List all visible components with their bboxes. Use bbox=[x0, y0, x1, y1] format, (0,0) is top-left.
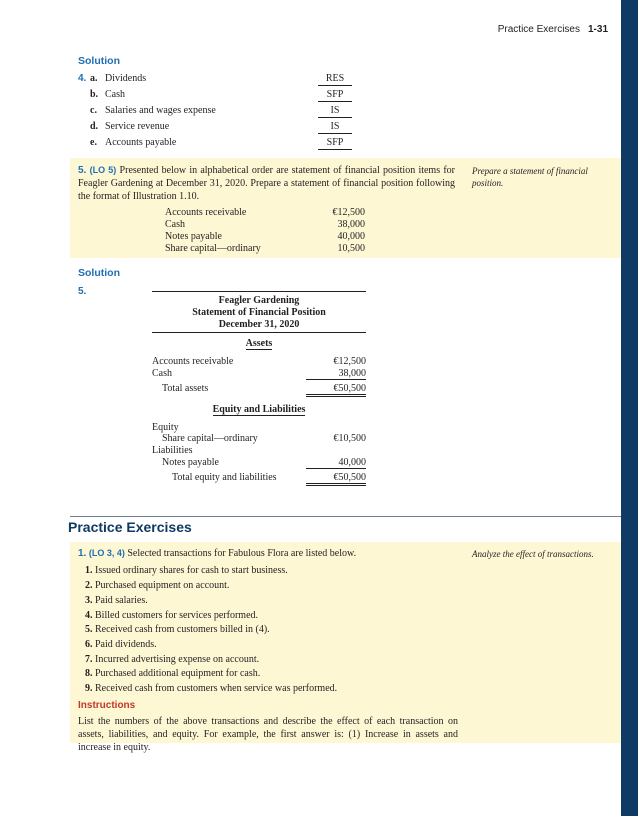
item-label: Service revenue bbox=[105, 121, 170, 132]
total-equity-liabilities-amount: €50,500 bbox=[306, 472, 366, 486]
item-code: SFP bbox=[318, 89, 352, 102]
solution-5-number: 5. bbox=[78, 286, 87, 297]
item-code: IS bbox=[318, 121, 352, 134]
item-label: Share capital—ordinary bbox=[165, 243, 261, 254]
solution-heading: Solution bbox=[78, 55, 120, 67]
statement-top-rule bbox=[152, 291, 366, 292]
transaction-item: 7. Incurred advertising expense on account. bbox=[85, 654, 260, 665]
practice-lo: (LO 3, 4) bbox=[88, 548, 125, 558]
equity-label: Equity bbox=[152, 422, 179, 433]
header-page-number: 1-31 bbox=[587, 24, 608, 35]
notes-payable-amount: 40,000 bbox=[306, 457, 366, 469]
equity-liabilities-heading: Equity and Liabilities bbox=[212, 404, 306, 415]
solution-4-number: 4. bbox=[78, 73, 87, 84]
item-amount: 38,000 bbox=[337, 219, 365, 230]
total-equity-liabilities-label: Total equity and liabilities bbox=[172, 472, 277, 483]
instructions-text: List the numbers of the above transactions and describe the effect of each transaction on assets, liabilities, and equity. For example, the first answer is: (1) Increase in assets and increase in equity. bbox=[78, 716, 458, 753]
total-assets-label: Total assets bbox=[162, 383, 209, 394]
item-letter: a. bbox=[90, 73, 98, 84]
item-label: Dividends bbox=[105, 73, 147, 84]
liabilities-label: Liabilities bbox=[152, 445, 193, 456]
assets-heading: Assets bbox=[245, 338, 273, 349]
exercise-5-lo: (LO 5) bbox=[89, 165, 117, 175]
item-letter: c. bbox=[90, 105, 97, 116]
exercise-5-body: Presented below in alphabetical order are statement of financial position items for Feagler Gardening at December 31, 2020. Prepare a statement of financial position following the format of Illustration 1.10. bbox=[78, 165, 456, 202]
item-label: Salaries and wages expense bbox=[105, 105, 216, 116]
running-header bbox=[498, 24, 608, 35]
transaction-item: 6. Paid dividends. bbox=[85, 639, 157, 650]
statement-name: Statement of Financial Position bbox=[192, 307, 326, 318]
practice-side-note: Analyze the effect of transactions. bbox=[472, 549, 594, 559]
item-code: RES bbox=[318, 73, 352, 86]
solution-5-heading: Solution bbox=[78, 267, 120, 279]
practice-intro-text: Selected transactions for Fabulous Flora are listed below. bbox=[127, 548, 357, 559]
item-amount: 10,500 bbox=[337, 243, 365, 254]
item-letter: d. bbox=[90, 121, 99, 132]
item-label: Cash bbox=[105, 89, 125, 100]
header-section: Practice Exercises bbox=[497, 24, 580, 35]
statement-header bbox=[152, 295, 366, 331]
company-name: Feagler Gardening bbox=[218, 295, 300, 306]
exercise-5-text bbox=[78, 164, 455, 203]
transaction-item: 2. Purchased equipment on account. bbox=[85, 580, 230, 591]
asset-amount: €12,500 bbox=[333, 356, 366, 367]
transaction-item: 8. Purchased additional equipment for cash. bbox=[85, 668, 261, 679]
item-code: SFP bbox=[318, 137, 352, 150]
share-capital-amount: €10,500 bbox=[333, 433, 366, 444]
item-label: Accounts payable bbox=[105, 137, 177, 148]
transaction-item: 4. Billed customers for services performed. bbox=[85, 610, 259, 621]
total-assets-amount: €50,500 bbox=[306, 383, 366, 397]
transaction-item: 5. Received cash from customers billed in (4). bbox=[85, 624, 270, 635]
practice-number: 1. bbox=[78, 548, 87, 559]
transaction-item: 3. Paid salaries. bbox=[85, 595, 148, 606]
statement-date: December 31, 2020 bbox=[218, 319, 300, 330]
transaction-item: 9. Received cash from customers when service was performed. bbox=[85, 683, 338, 694]
asset-label: Accounts receivable bbox=[152, 356, 234, 367]
section-rule bbox=[70, 516, 621, 517]
statement-header-rule bbox=[152, 332, 366, 333]
transaction-item: 1. Issued ordinary shares for cash to start business. bbox=[85, 565, 288, 576]
exercise-5-side-note: Prepare a statement of financial position. bbox=[472, 166, 588, 188]
asset-label: Cash bbox=[152, 368, 172, 379]
item-letter: b. bbox=[90, 89, 99, 100]
item-label: Notes payable bbox=[165, 231, 222, 242]
item-label: Accounts receivable bbox=[165, 207, 247, 218]
practice-intro bbox=[78, 547, 468, 560]
exercise-5-number: 5. bbox=[78, 165, 87, 176]
item-label: Cash bbox=[165, 219, 185, 230]
item-amount: €12,500 bbox=[332, 207, 365, 218]
item-amount: 40,000 bbox=[337, 231, 365, 242]
share-capital-label: Share capital—ordinary bbox=[162, 433, 258, 444]
item-letter: e. bbox=[90, 137, 97, 148]
notes-payable-label: Notes payable bbox=[162, 457, 219, 468]
page-edge-bar bbox=[621, 0, 638, 816]
instructions-heading: Instructions bbox=[78, 700, 136, 711]
asset-amount: 38,000 bbox=[306, 368, 366, 380]
practice-title: Practice Exercises bbox=[68, 519, 192, 535]
item-code: IS bbox=[318, 105, 352, 118]
